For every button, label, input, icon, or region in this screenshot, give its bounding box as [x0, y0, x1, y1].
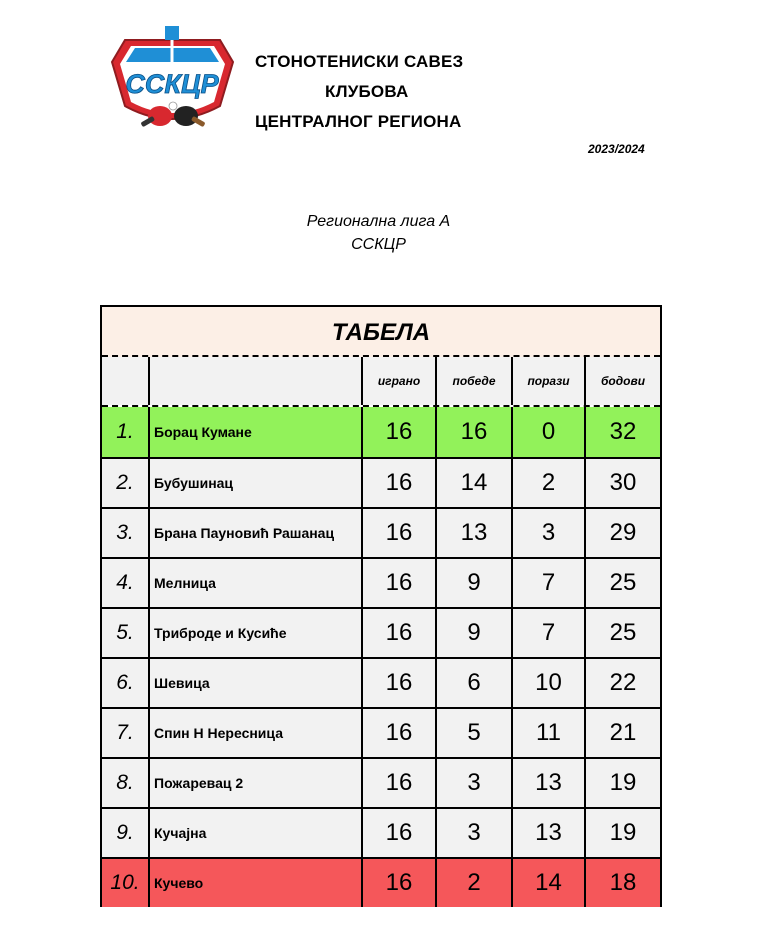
losses-cell: 7 — [511, 609, 584, 657]
table-row — [102, 857, 660, 907]
team-name-cell: Бубушинац — [148, 459, 361, 507]
played-cell: 16 — [361, 407, 435, 457]
wins-cell: 16 — [435, 407, 511, 457]
league-subtitle — [0, 210, 757, 256]
table-title: ТАБЕЛА — [102, 307, 660, 357]
wins-cell: 5 — [435, 709, 511, 757]
table-header-row — [102, 357, 660, 407]
team-name-cell: Кучајна — [148, 809, 361, 857]
table-row — [102, 757, 660, 807]
table-row — [102, 807, 660, 857]
header-losses: порази — [511, 357, 584, 405]
header-wins: победе — [435, 357, 511, 405]
points-cell: 19 — [584, 809, 660, 857]
team-name-cell: Спин Н Нересница — [148, 709, 361, 757]
rank-cell: 6. — [116, 671, 134, 694]
table-row — [102, 707, 660, 757]
table-row — [102, 407, 660, 457]
played-cell: 16 — [361, 559, 435, 607]
team-name-cell: Кучево — [148, 859, 361, 907]
header-team — [148, 357, 361, 405]
points-cell: 18 — [584, 859, 660, 907]
played-cell: 16 — [361, 709, 435, 757]
rank-cell: 7. — [116, 721, 134, 744]
wins-cell: 9 — [435, 559, 511, 607]
points-cell: 25 — [584, 559, 660, 607]
losses-cell: 3 — [511, 509, 584, 557]
rank-cell: 3. — [116, 521, 134, 544]
points-cell: 25 — [584, 609, 660, 657]
played-cell: 16 — [361, 659, 435, 707]
header-played: играно — [361, 357, 435, 405]
team-name-cell: Брана Пауновић Рашанац — [148, 509, 361, 557]
table-row — [102, 557, 660, 607]
season-label: 2023/2024 — [588, 142, 645, 156]
wins-cell: 6 — [435, 659, 511, 707]
table-row — [102, 657, 660, 707]
losses-cell: 11 — [511, 709, 584, 757]
league-name: Регионална лига А — [306, 213, 451, 230]
rank-cell: 2. — [116, 471, 134, 494]
played-cell: 16 — [361, 859, 435, 907]
losses-cell: 7 — [511, 559, 584, 607]
rank-cell: 4. — [116, 571, 134, 594]
wins-cell: 3 — [435, 759, 511, 807]
played-cell: 16 — [361, 759, 435, 807]
rank-cell: 1. — [116, 420, 134, 443]
rank-cell: 8. — [116, 771, 134, 794]
team-name-cell: Пожаревац 2 — [148, 759, 361, 807]
played-cell: 16 — [361, 609, 435, 657]
losses-cell: 13 — [511, 759, 584, 807]
losses-cell: 0 — [511, 407, 584, 457]
points-cell: 29 — [584, 509, 660, 557]
wins-cell: 9 — [435, 609, 511, 657]
wins-cell: 13 — [435, 509, 511, 557]
wins-cell: 2 — [435, 859, 511, 907]
team-name-cell: Борац Кумане — [148, 407, 361, 457]
played-cell: 16 — [361, 509, 435, 557]
team-name-cell: Шевица — [148, 659, 361, 707]
header-rank — [102, 357, 148, 405]
table-body — [102, 407, 660, 907]
sskcr-logo — [105, 22, 240, 140]
team-name-cell: Триброде и Кусиће — [148, 609, 361, 657]
wins-cell: 14 — [435, 459, 511, 507]
header-points: бодови — [584, 357, 660, 405]
rank-cell: 5. — [116, 621, 134, 644]
org-line-1: СТОНОТЕНИСКИ САВЕЗ — [255, 52, 464, 71]
losses-cell: 13 — [511, 809, 584, 857]
losses-cell: 10 — [511, 659, 584, 707]
rank-cell: 9. — [116, 821, 134, 844]
points-cell: 30 — [584, 459, 660, 507]
org-line-3: ЦЕНТРАЛНОГ РЕГИОНА — [255, 112, 462, 131]
losses-cell: 14 — [511, 859, 584, 907]
losses-cell: 2 — [511, 459, 584, 507]
played-cell: 16 — [361, 809, 435, 857]
org-line-2: КЛУБОВА — [325, 82, 409, 101]
points-cell: 32 — [584, 407, 660, 457]
rank-cell: 10. — [110, 871, 140, 894]
points-cell: 21 — [584, 709, 660, 757]
organization-name — [255, 47, 495, 137]
played-cell: 16 — [361, 459, 435, 507]
wins-cell: 3 — [435, 809, 511, 857]
table-row — [102, 607, 660, 657]
points-cell: 19 — [584, 759, 660, 807]
league-org: ССКЦР — [351, 236, 406, 253]
logo-text: ССКЦР — [125, 69, 219, 99]
table-row — [102, 507, 660, 557]
team-name-cell: Мелница — [148, 559, 361, 607]
points-cell: 22 — [584, 659, 660, 707]
standings-table — [100, 305, 662, 907]
table-row — [102, 457, 660, 507]
